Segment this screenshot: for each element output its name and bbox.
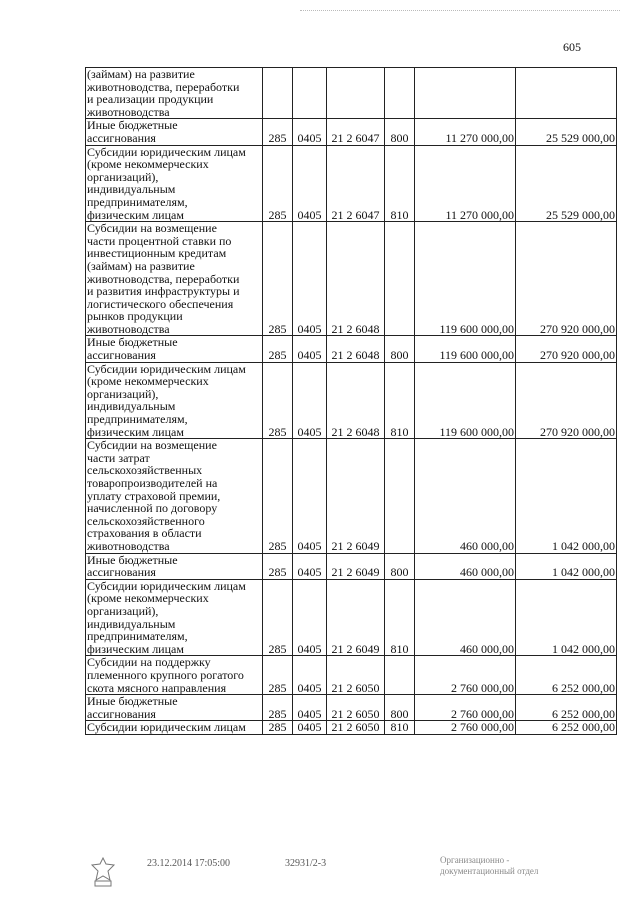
table-row — [86, 362, 617, 439]
table-row — [86, 721, 617, 735]
row-name: Субсидии на поддержку племенного крупного рогатого скота мясного направления — [86, 656, 263, 695]
target-code: 21 2 6049 — [327, 553, 385, 579]
row-name: Иные бюджетные ассигнования — [86, 553, 263, 579]
section-code: 0405 — [293, 553, 327, 579]
ministry-code: 285 — [263, 336, 293, 362]
section-code: 0405 — [293, 222, 327, 336]
amount-year2: 25 529 000,00 — [516, 119, 617, 145]
section-code: 0405 — [293, 439, 327, 553]
department-stamp — [440, 855, 538, 877]
expense-type-code — [385, 222, 415, 336]
table-row — [86, 553, 617, 579]
amount-year2: 1 042 000,00 — [516, 553, 617, 579]
section-code: 0405 — [293, 579, 327, 656]
amount-year2: 270 920 000,00 — [516, 336, 617, 362]
amount-year1: 11 270 000,00 — [415, 145, 516, 222]
row-name: Субсидии юридическим лицам — [86, 721, 263, 735]
budget-table — [85, 67, 617, 735]
section-code: 0405 — [293, 119, 327, 145]
amount-year1: 460 000,00 — [415, 579, 516, 656]
amount-year2: 270 920 000,00 — [516, 362, 617, 439]
amount-year2 — [516, 68, 617, 119]
ministry-code: 285 — [263, 695, 293, 721]
ministry-code: 285 — [263, 145, 293, 222]
table-row — [86, 145, 617, 222]
ministry-code: 285 — [263, 222, 293, 336]
amount-year2: 1 042 000,00 — [516, 439, 617, 553]
target-code: 21 2 6047 — [327, 145, 385, 222]
amount-year1: 460 000,00 — [415, 553, 516, 579]
target-code: 21 2 6048 — [327, 336, 385, 362]
target-code: 21 2 6048 — [327, 362, 385, 439]
amount-year1: 2 760 000,00 — [415, 656, 516, 695]
amount-year1: 119 600 000,00 — [415, 336, 516, 362]
footer-doc-id: 32931/2-3 — [285, 858, 327, 869]
expense-type-code — [385, 68, 415, 119]
target-code: 21 2 6047 — [327, 119, 385, 145]
section-code: 0405 — [293, 336, 327, 362]
row-name: Иные бюджетные ассигнования — [86, 336, 263, 362]
expense-type-code: 800 — [385, 336, 415, 362]
table-row — [86, 68, 617, 119]
row-name: Субсидии юридическим лицам (кроме некоммерческих организаций), индивидуальным предпринимателям, физическим лицам — [86, 579, 263, 656]
dept-line-2: документационный отдел — [440, 866, 539, 876]
section-code: 0405 — [293, 721, 327, 735]
target-code: 21 2 6050 — [327, 721, 385, 735]
page-number: 605 — [563, 40, 581, 54]
row-name: Субсидии на возмещение части затрат сельскохозяйственных товаропроизводителей на уплату страховой премии, начисленной по договору сельскохозяйственного страхования в области животноводства — [86, 439, 263, 553]
row-name: Субсидии на возмещение части процентной ставки по инвестиционным кредитам (займам) на развитие животноводства, переработки и развития инфраструктуры и логистического обеспечения рынков продукции животноводства — [86, 222, 263, 336]
row-name: Субсидии юридическим лицам (кроме некоммерческих организаций), индивидуальным предпринимателям, физическим лицам — [86, 145, 263, 222]
amount-year1: 2 760 000,00 — [415, 695, 516, 721]
section-code: 0405 — [293, 656, 327, 695]
target-code: 21 2 6048 — [327, 222, 385, 336]
amount-year1: 119 600 000,00 — [415, 222, 516, 336]
expense-type-code: 800 — [385, 553, 415, 579]
ministry-code: 285 — [263, 579, 293, 656]
target-code: 21 2 6050 — [327, 656, 385, 695]
emblem-stamp — [88, 856, 118, 888]
amount-year2: 25 529 000,00 — [516, 145, 617, 222]
row-name: Субсидии юридическим лицам (кроме некоммерческих организаций), индивидуальным предпринимателям, физическим лицам — [86, 362, 263, 439]
target-code — [327, 68, 385, 119]
expense-type-code: 800 — [385, 695, 415, 721]
target-code: 21 2 6049 — [327, 579, 385, 656]
row-name: (займам) на развитие животноводства, переработки и реализации продукции животноводства — [86, 68, 263, 119]
footer-datetime: 23.12.2014 17:05:00 — [147, 858, 231, 869]
amount-year2: 6 252 000,00 — [516, 721, 617, 735]
expense-type-code — [385, 656, 415, 695]
table-row — [86, 695, 617, 721]
table-row — [86, 222, 617, 336]
dept-line-1: Организационно - — [440, 855, 510, 865]
row-name: Иные бюджетные ассигнования — [86, 695, 263, 721]
amount-year1: 460 000,00 — [415, 439, 516, 553]
ministry-code — [263, 68, 293, 119]
table-row — [86, 336, 617, 362]
amount-year2: 1 042 000,00 — [516, 579, 617, 656]
table-row — [86, 439, 617, 553]
ministry-code: 285 — [263, 656, 293, 695]
table-row — [86, 579, 617, 656]
expense-type-code — [385, 439, 415, 553]
table-row — [86, 119, 617, 145]
expense-type-code: 800 — [385, 119, 415, 145]
expense-type-code: 810 — [385, 579, 415, 656]
amount-year1: 2 760 000,00 — [415, 721, 516, 735]
expense-type-code: 810 — [385, 721, 415, 735]
amount-year2: 6 252 000,00 — [516, 656, 617, 695]
ministry-code: 285 — [263, 553, 293, 579]
expense-type-code: 810 — [385, 362, 415, 439]
scan-artifact — [300, 10, 620, 13]
amount-year2: 270 920 000,00 — [516, 222, 617, 336]
section-code — [293, 68, 327, 119]
expense-type-code: 810 — [385, 145, 415, 222]
ministry-code: 285 — [263, 119, 293, 145]
target-code: 21 2 6049 — [327, 439, 385, 553]
ministry-code: 285 — [263, 721, 293, 735]
amount-year1: 119 600 000,00 — [415, 362, 516, 439]
row-name: Иные бюджетные ассигнования — [86, 119, 263, 145]
ministry-code: 285 — [263, 362, 293, 439]
amount-year1 — [415, 68, 516, 119]
section-code: 0405 — [293, 145, 327, 222]
amount-year2: 6 252 000,00 — [516, 695, 617, 721]
target-code: 21 2 6050 — [327, 695, 385, 721]
section-code: 0405 — [293, 695, 327, 721]
amount-year1: 11 270 000,00 — [415, 119, 516, 145]
section-code: 0405 — [293, 362, 327, 439]
table-row — [86, 656, 617, 695]
ministry-code: 285 — [263, 439, 293, 553]
